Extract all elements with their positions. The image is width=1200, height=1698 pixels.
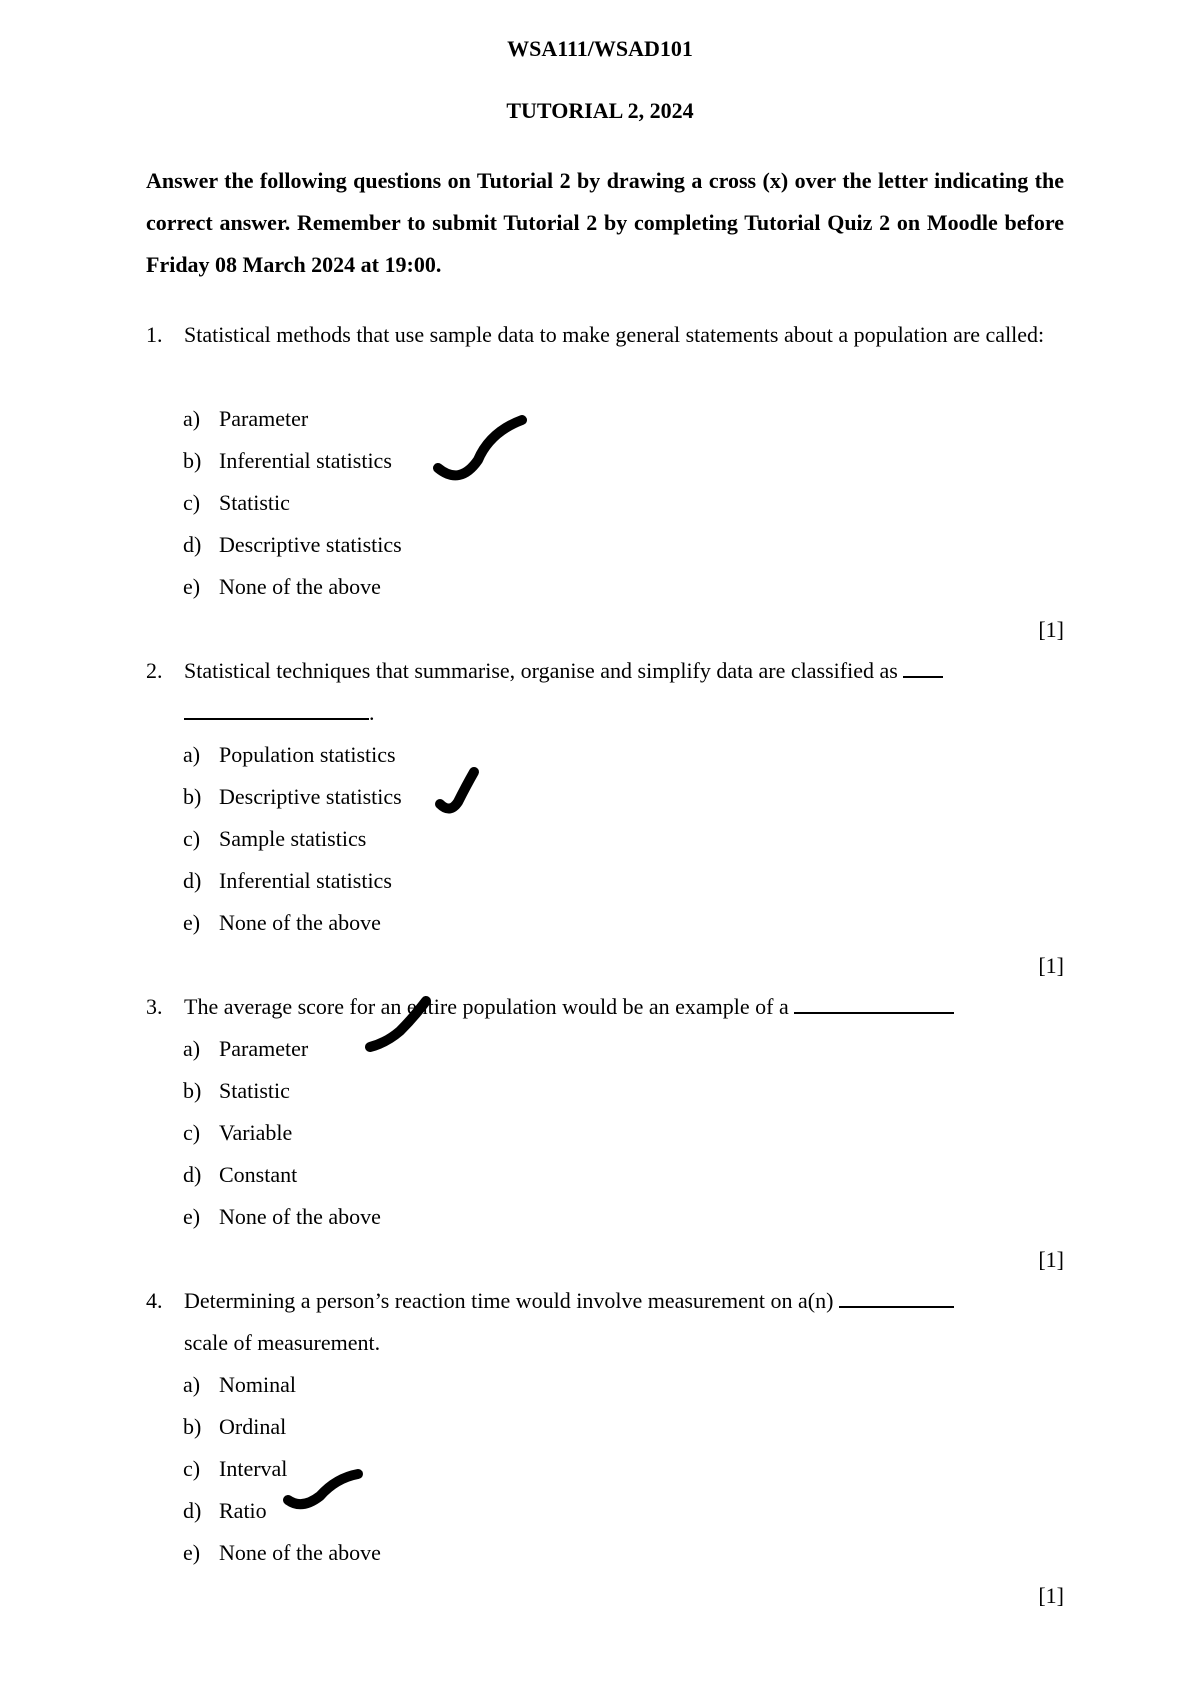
option-d[interactable]: d) Ratio bbox=[183, 1498, 267, 1523]
question-1-options bbox=[183, 398, 402, 608]
checkmark-icon bbox=[432, 762, 492, 822]
question-1 bbox=[146, 314, 1064, 356]
option-e[interactable]: e) None of the above bbox=[183, 1204, 381, 1229]
marks-label: [1] bbox=[1038, 953, 1064, 978]
question-3 bbox=[146, 986, 1064, 1028]
option-e[interactable]: e) None of the above bbox=[183, 574, 381, 599]
question-number: 2. bbox=[146, 658, 163, 683]
course-code: WSA111/WSAD101 bbox=[507, 36, 693, 61]
answer-blank bbox=[839, 1286, 954, 1308]
option-e[interactable]: e) None of the above bbox=[183, 910, 381, 935]
checkmark-icon bbox=[360, 995, 440, 1065]
marks-label: [1] bbox=[1038, 1247, 1064, 1272]
question-4 bbox=[146, 1280, 1064, 1364]
question-2: 2. Statistical techniques that summarise, organise and simplify data are classified as . bbox=[146, 650, 1064, 734]
question-text: The average score for an entire population would be an example of a bbox=[184, 994, 789, 1019]
question-text: Determining a person’s reaction time would involve measurement on a(n) bbox=[184, 1288, 834, 1313]
option-a[interactable]: a) Population statistics bbox=[183, 742, 396, 767]
option-b[interactable]: b) Statistic bbox=[183, 1078, 290, 1103]
question-number: 4. bbox=[146, 1288, 163, 1313]
answer-blank bbox=[903, 656, 943, 678]
checkmark-icon bbox=[280, 1460, 370, 1520]
question-2-options bbox=[183, 734, 402, 944]
marks-label: [1] bbox=[1038, 617, 1064, 642]
question-number: 1. bbox=[146, 322, 163, 347]
option-c[interactable]: c) Statistic bbox=[183, 490, 290, 515]
answer-blank bbox=[794, 992, 954, 1014]
option-d[interactable]: d) Descriptive statistics bbox=[183, 532, 402, 557]
question-number: 3. bbox=[146, 994, 163, 1019]
option-a[interactable]: a) Nominal bbox=[183, 1372, 296, 1397]
option-b[interactable]: b) Ordinal bbox=[183, 1414, 287, 1439]
option-a[interactable]: a) Parameter bbox=[183, 406, 309, 431]
question-text-cont: scale of measurement. bbox=[184, 1330, 381, 1355]
option-d[interactable]: d) Constant bbox=[183, 1162, 298, 1187]
option-c[interactable]: c) Variable bbox=[183, 1120, 293, 1145]
question-text: Statistical methods that use sample data to make general statements about a population are called: bbox=[184, 322, 1045, 347]
checkmark-icon bbox=[430, 410, 540, 490]
instructions: Answer the following questions on Tutorial 2 by drawing a cross (x) over the letter indicating the correct answer. Remember to submit Tutorial 2 by completing Tutorial Quiz 2 on Moodle before Friday 08 March 2024 at 19:00. bbox=[146, 168, 1064, 277]
option-a[interactable]: a) Parameter bbox=[183, 1036, 309, 1061]
option-b[interactable]: b) Descriptive statistics bbox=[183, 784, 402, 809]
option-d[interactable]: d) Inferential statistics bbox=[183, 868, 392, 893]
question-3-options bbox=[183, 1028, 381, 1238]
option-c[interactable]: c) Sample statistics bbox=[183, 826, 367, 851]
tutorial-title: TUTORIAL 2, 2024 bbox=[506, 98, 694, 123]
option-c[interactable]: c) Interval bbox=[183, 1456, 288, 1481]
question-text: Statistical techniques that summarise, organise and simplify data are classified as bbox=[184, 658, 898, 683]
answer-blank-cont bbox=[184, 698, 369, 720]
option-e[interactable]: e) None of the above bbox=[183, 1540, 381, 1565]
option-b[interactable]: b) Inferential statistics bbox=[183, 448, 392, 473]
marks-label: [1] bbox=[1038, 1583, 1064, 1608]
